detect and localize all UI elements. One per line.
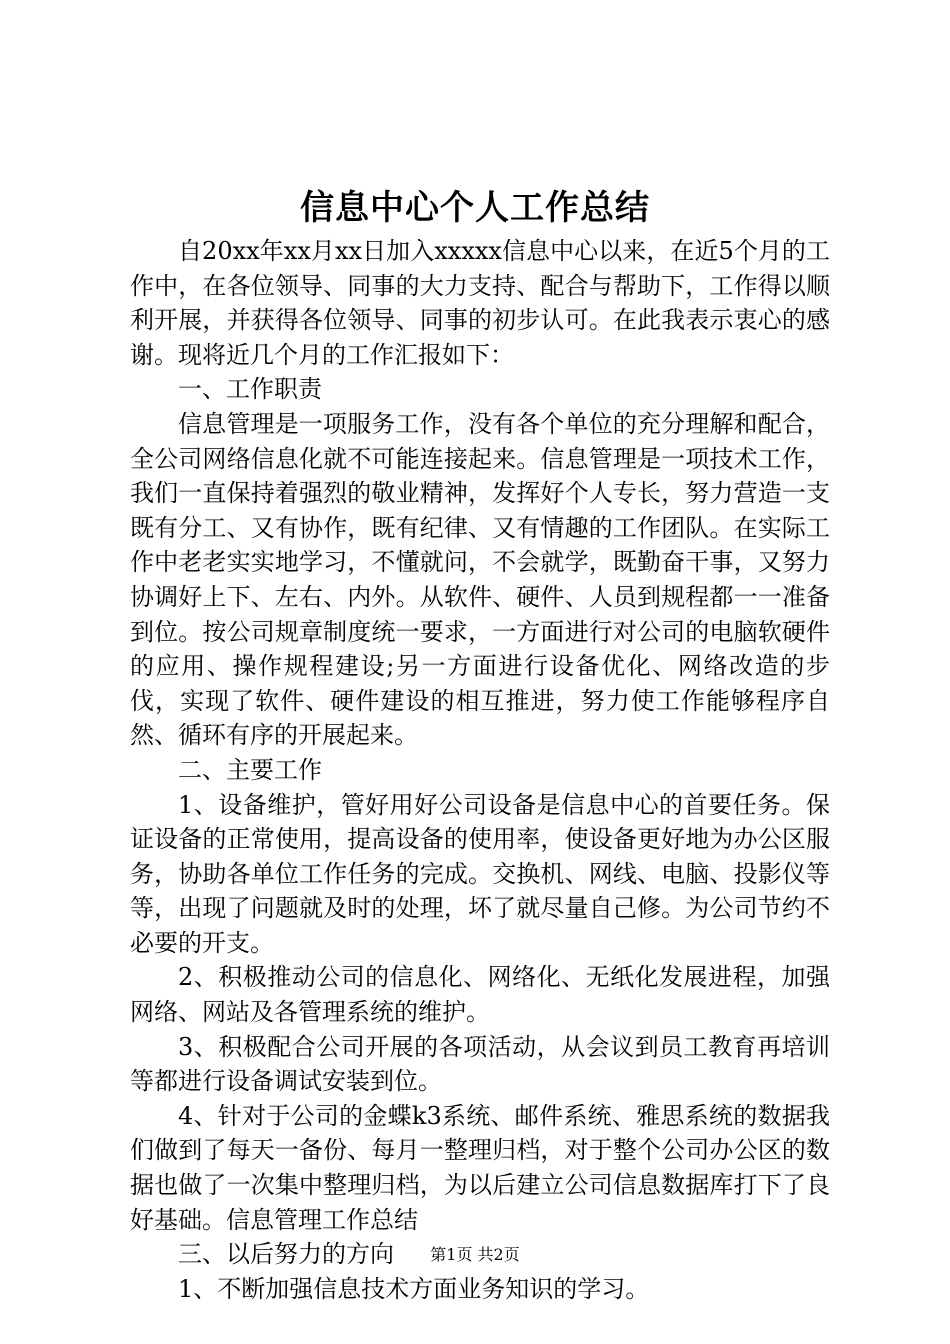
paragraph-work-item-4: 4、针对于公司的金蝶k3系统、邮件系统、雅思系统的数据我们做到了每天一备份、每月一整理归档，对于整个公司办公区的数据也做了一次集中整理归档，为以后建立公司信息数据库打下了良好基础。信息管理工作总结 xyxy=(130,1101,830,1234)
heading-main-work: 二、主要工作 xyxy=(178,755,322,784)
document-title: 信息中心个人工作总结 xyxy=(300,188,650,228)
paragraph-work-item-1: 1、设备维护，管好用好公司设备是信息中心的首要任务。保证设备的正常使用，提高设备的使用率，使设备更好地为办公区服务，协助各单位工作任务的完成。交换机、网线、电脑、投影仪等等，出现了问题就及时的处理，坏了就尽量自己修。为公司节约不必要的开支。 xyxy=(130,790,830,957)
heading-job-duties: 一、工作职责 xyxy=(178,375,322,404)
document-body xyxy=(130,234,830,1306)
paragraph-work-item-2: 2、积极推动公司的信息化、网络化、无纸化发展进程，加强网络、网站及各管理系统的维护。 xyxy=(130,963,830,1027)
heading-future-direction: 三、以后努力的方向 xyxy=(178,1240,394,1269)
paragraph-future-item-1: 1、不断加强信息技术方面业务知识的学习。 xyxy=(178,1274,650,1303)
page-number-footer: 第1页 共2页 xyxy=(430,1245,520,1264)
paragraph-intro: 自20xx年xx月xx日加入xxxxx信息中心以来，在近5个月的工作中，在各位领导、同事的大力支持、配合与帮助下，工作得以顺利开展，并获得各位领导、同事的初步认可。在此我表示衷心的感谢。现将近几个月的工作汇报如下： xyxy=(130,237,830,369)
paragraph-job-duties: 信息管理是一项服务工作，没有各个单位的充分理解和配合，全公司网络信息化就不可能连接起来。信息管理是一项技术工作，我们一直保持着强烈的敬业精神，发挥好个人专长，努力营造一支既有分工、又有协作，既有纪律、又有情趣的工作团队。在实际工作中老老实实地学习，不懂就问，不会就学，既勤奋干事，又努力协调好上下、左右、内外。从软件、硬件、人员到规程都一一准备到位。按公司规章制度统一要求，一方面进行对公司的电脑软硬件的应用、操作规程建设;另一方面进行设备优化、网络改造的步伐，实现了软件、硬件建设的相互推进，努力使工作能够程序自然、循环有序的开展起来。 xyxy=(130,409,830,750)
paragraph-work-item-3: 3、积极配合公司开展的各项活动，从会议到员工教育再培训等都进行设备调试安装到位。 xyxy=(130,1032,830,1096)
